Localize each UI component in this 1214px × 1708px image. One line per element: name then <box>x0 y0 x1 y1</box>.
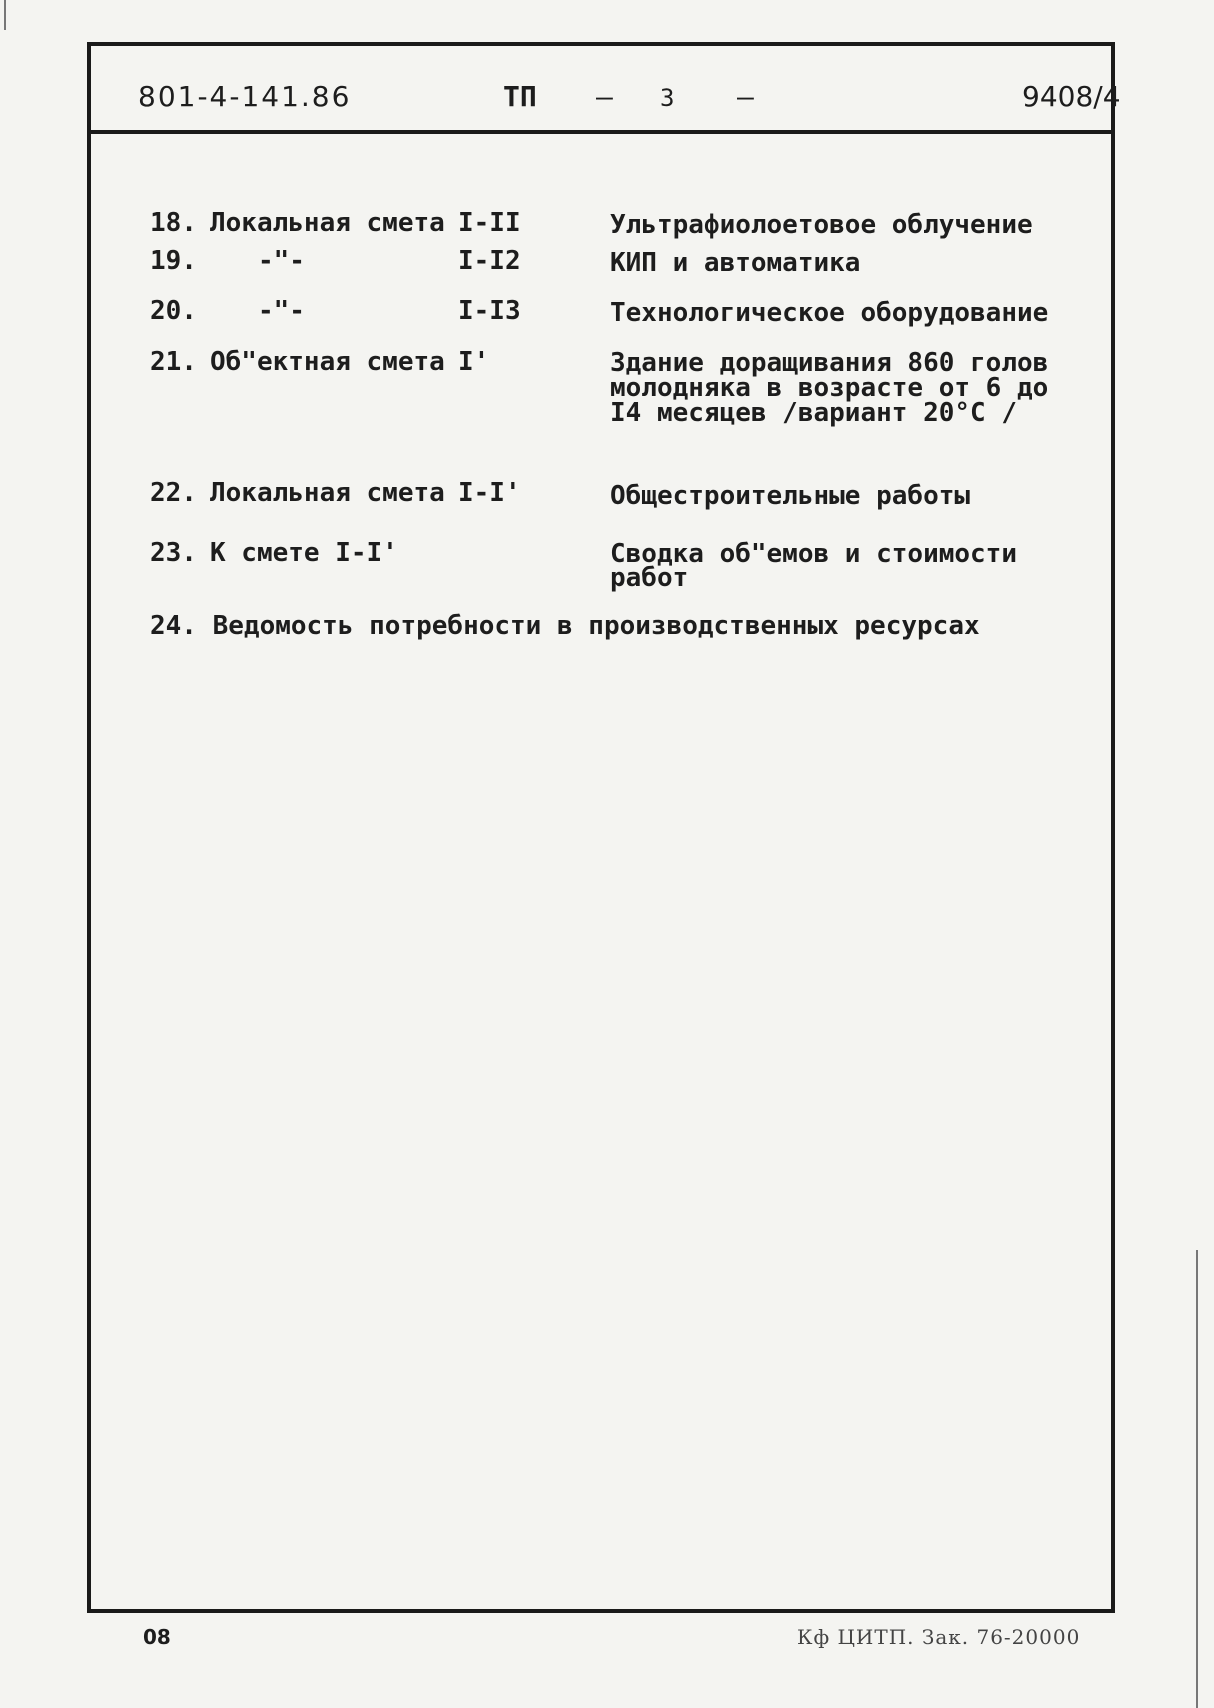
item-number: 19. <box>150 246 197 276</box>
item-code: I-I' <box>458 478 521 508</box>
item-code: I-II <box>458 208 521 238</box>
footer-print-info: Кф ЦИТП. Зак. 76-20000 <box>797 1625 1081 1649</box>
item-document: К смете I-I' <box>210 538 398 568</box>
item-document: Локальная смета <box>210 478 445 508</box>
item-document: -"- <box>258 246 305 276</box>
header-rule <box>87 130 1115 134</box>
item-number: 18. <box>150 208 197 238</box>
item-description: КИП и автоматика <box>610 248 861 278</box>
scan-edge-right <box>1196 1250 1198 1708</box>
item-number: 23. <box>150 538 197 568</box>
item-description: Здание доращивания 860 голов молодняка в возрасте от 6 до I4 месяцев /вариант 20°С / <box>610 348 1049 428</box>
scan-edge-left <box>4 0 6 30</box>
item-document: Об"ектная смета <box>210 347 445 377</box>
item-description: Ультрафиолоетовое облучение <box>610 210 1033 240</box>
item-code: I-I2 <box>458 246 521 276</box>
item-number: 20. <box>150 296 197 326</box>
item-number: 21. <box>150 347 197 377</box>
item-code: I' <box>458 347 490 377</box>
item-number: 22. <box>150 478 197 508</box>
item-document: -"- <box>258 296 305 326</box>
document-type: ТП <box>503 80 537 113</box>
item-code: I-I3 <box>458 296 521 326</box>
header-dash: – <box>596 80 613 113</box>
sheet-number: 9408/4 <box>1022 80 1121 113</box>
drawing-frame <box>87 42 1115 1613</box>
header-dash: – <box>737 80 754 113</box>
page-number: 3 <box>660 84 675 112</box>
document-code: 801-4-141.86 <box>138 80 352 113</box>
item-description: Сводка об"емов и стоимости работ <box>610 539 1017 593</box>
footer-format-number: 08 <box>143 1625 171 1649</box>
resource-statement-line: 24. Ведомость потребности в производственных ресурсах <box>150 611 980 641</box>
item-description: Общестроительные работы <box>610 481 971 511</box>
item-document: Локальная смета <box>210 208 445 238</box>
item-description: Технологическое оборудование <box>610 298 1049 328</box>
